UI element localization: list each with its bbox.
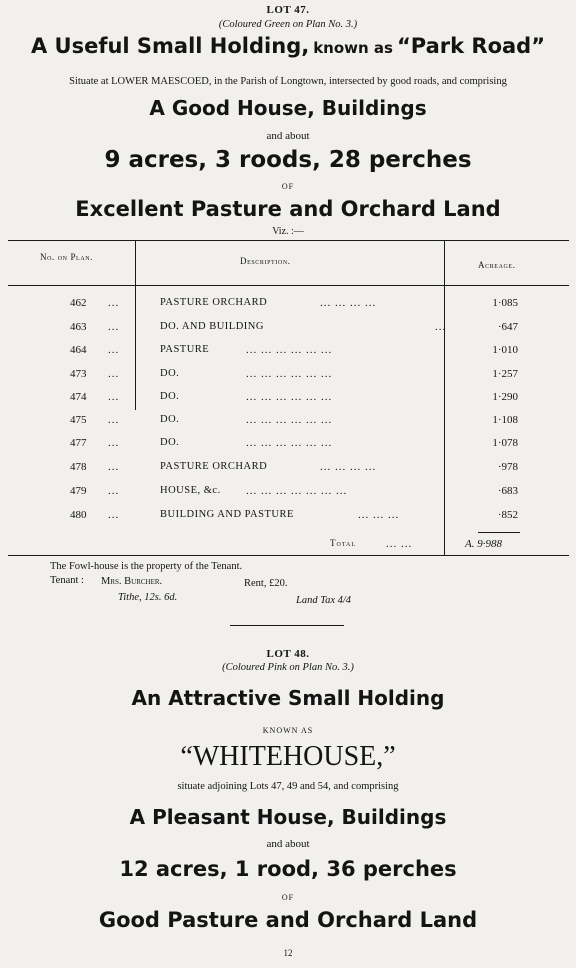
table-top-rule: [8, 240, 569, 241]
description-cell: DO. AND BUILDING: [160, 321, 264, 332]
leader-dots: ...: [108, 485, 120, 497]
lot47-number: LOT 47.: [266, 4, 310, 16]
table-row: [8, 344, 569, 364]
plan-number-cell: 462: [70, 297, 87, 309]
lot48-and-about: and about: [266, 838, 310, 850]
lot47-headline-b: known as: [313, 39, 393, 57]
leader-dots: ...: [108, 461, 120, 473]
lot47-land: Excellent Pasture and Orchard Land: [75, 197, 501, 221]
table-row: [8, 437, 569, 457]
lot47-headline: [0, 34, 576, 66]
description-cell: PASTURE: [160, 344, 210, 355]
plan-number-cell: 479: [70, 485, 87, 497]
acreage-cell: 1·290: [492, 391, 518, 403]
description-cell: PASTURE ORCHARD: [160, 461, 268, 472]
lot48-of: OF: [281, 893, 295, 902]
lot47-situation: Situate at LOWER MAESCOED, in the Parish of Longtown, intersected by good roads, and comprising: [69, 76, 507, 87]
leader-dots: ...: [108, 391, 120, 403]
lot47-schedule-table: [8, 240, 569, 556]
col-desc-header: Description.: [240, 256, 291, 266]
plan-number-cell: 478: [70, 461, 87, 473]
leader-dots: ...: [435, 321, 447, 333]
lot47-area: 9 acres, 3 roods, 28 perches: [104, 147, 472, 173]
tithe: Tithe, 12s. 6d.: [118, 592, 178, 603]
lot47-of: OF: [281, 182, 295, 191]
table-row: [8, 509, 569, 529]
lot47-and-about: and about: [266, 130, 310, 142]
acreage-cell: 1·257: [492, 368, 518, 380]
acreage-cell: 1·085: [492, 297, 518, 309]
lot48-situation: situate adjoining Lots 47, 49 and 54, and comprising: [177, 781, 399, 792]
description-cell: DO.: [160, 391, 180, 402]
lot48-number: LOT 48.: [266, 648, 310, 660]
leader-dots: ...: [108, 297, 120, 309]
description-cell: BUILDING AND PASTURE: [160, 509, 294, 520]
lot48-house: A Pleasant House, Buildings: [129, 805, 447, 829]
leader-dots: ...: [108, 509, 120, 521]
lot47-headline-c: “Park Road”: [396, 34, 546, 58]
lot47-viz: Viz. :—: [272, 226, 304, 237]
leader-dots: ...: [108, 414, 120, 426]
acreage-cell: ·978: [497, 461, 518, 473]
description-cell: PASTURE ORCHARD: [160, 297, 268, 308]
description-cell: HOUSE, &c.: [160, 485, 221, 496]
table-row: [8, 461, 569, 481]
plan-number-cell: 464: [70, 344, 87, 356]
table-row: [8, 297, 569, 317]
leader-dots: ... ... ... ...: [320, 297, 377, 309]
table-row: [8, 485, 569, 505]
acreage-cell: 1·010: [492, 344, 518, 356]
leader-dots: ... ... ... ... ... ...: [246, 344, 333, 356]
description-cell: DO.: [160, 368, 180, 379]
leader-dots: ...: [108, 344, 120, 356]
rent: Rent, £20.: [244, 578, 288, 589]
plan-number-cell: 463: [70, 321, 87, 333]
acreage-cell: 1·108: [492, 414, 518, 426]
plan-number-cell: 473: [70, 368, 87, 380]
lot48-land: Good Pasture and Orchard Land: [98, 908, 478, 932]
leader-dots: ...: [108, 437, 120, 449]
total-rule: [478, 532, 520, 533]
table-row: [8, 321, 569, 341]
plan-number-cell: 474: [70, 391, 87, 403]
description-cell: DO.: [160, 437, 180, 448]
lot47-plan-note: (Coloured Green on Plan No. 3.): [218, 19, 358, 30]
leader-dots: ... ... ... ... ... ...: [246, 437, 333, 449]
total-label: Total: [330, 538, 357, 548]
lot48-name: “WHITEHOUSE,”: [180, 741, 396, 772]
plan-number-cell: 475: [70, 414, 87, 426]
lot48-plan-note: (Coloured Pink on Plan No. 3.): [222, 662, 354, 673]
plan-number-cell: 480: [70, 509, 87, 521]
land-tax: Land Tax 4/4: [296, 595, 352, 606]
lot47-headline-a: A Useful Small Holding,: [30, 34, 310, 58]
leader-dots: ... ... ... ... ... ...: [246, 391, 333, 403]
leader-dots: ...: [108, 368, 120, 380]
tenant-name: Mrs. Burcher.: [101, 576, 163, 587]
leader-dots: ... ... ... ... ... ...: [246, 414, 333, 426]
table-total-row: [8, 538, 569, 558]
lot48-area: 12 acres, 1 rood, 36 perches: [119, 857, 457, 881]
table-header-rule: [8, 285, 569, 286]
total-dots: ... ...: [386, 538, 413, 550]
acreage-cell: 1·078: [492, 437, 518, 449]
table-row: [8, 368, 569, 388]
acreage-cell: ·683: [497, 485, 518, 497]
leader-dots: ... ... ... ... ... ... ...: [246, 485, 348, 497]
lot48-known-as: KNOWN AS: [262, 726, 314, 735]
description-cell: DO.: [160, 414, 180, 425]
leader-dots: ...: [108, 321, 120, 333]
leader-dots: ... ... ...: [358, 509, 400, 521]
leader-dots: ... ... ... ... ... ...: [246, 368, 333, 380]
plan-number-cell: 477: [70, 437, 87, 449]
leader-dots: ... ... ... ...: [320, 461, 377, 473]
lot47-house: A Good House, Buildings: [149, 96, 427, 120]
acreage-cell: ·647: [497, 321, 518, 333]
fowl-house-note: The Fowl-house is the property of the Tenant.: [50, 561, 243, 572]
col-no-header: No. on Plan.: [40, 252, 94, 262]
total-value: A. 9·988: [465, 538, 502, 550]
section-divider: [230, 625, 344, 626]
table-row: [8, 391, 569, 411]
table-row: [8, 414, 569, 434]
lot48-headline: An Attractive Small Holding: [131, 686, 445, 710]
acreage-cell: ·852: [497, 509, 518, 521]
page-number: 12: [283, 948, 293, 958]
tenant-label: Tenant :: [50, 575, 84, 586]
col-acreage-header: Acreage.: [478, 260, 516, 270]
